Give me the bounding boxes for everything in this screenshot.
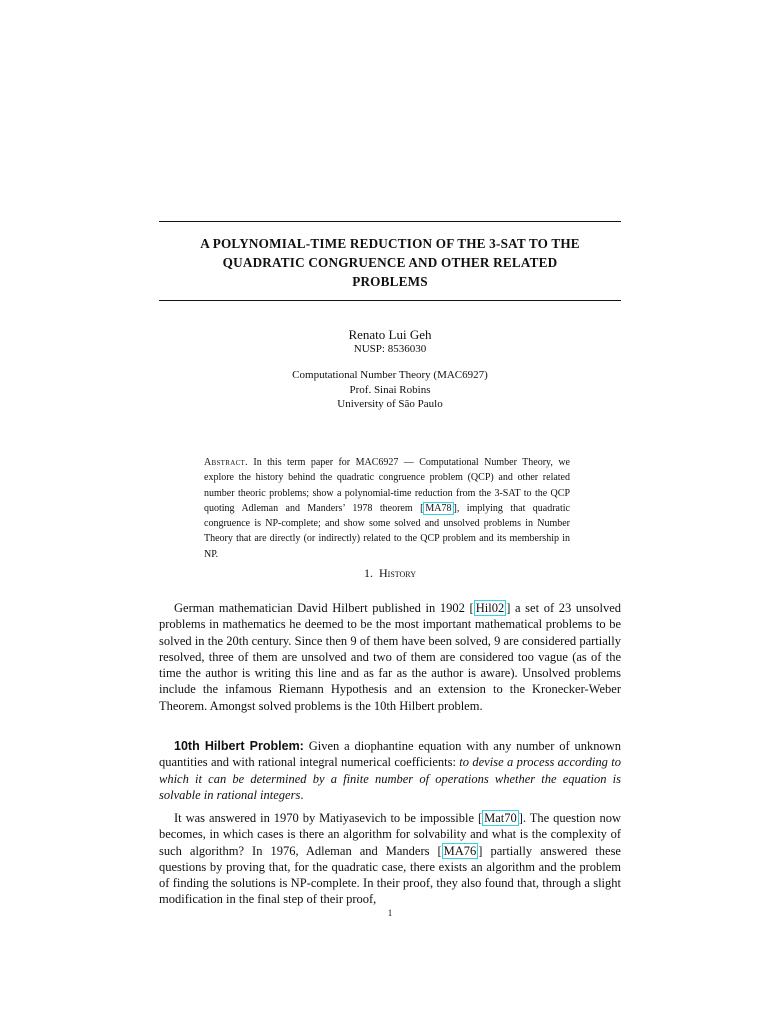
citation-link[interactable]: Mat70: [484, 811, 517, 825]
course: Computational Number Theory (MAC6927): [292, 369, 488, 381]
problem-statement: [159, 738, 621, 803]
bottom-rule: [159, 300, 621, 301]
university: University of São Paulo: [337, 398, 443, 410]
paragraph: It was answered in 1970 by Matiyasevich to be impossible [ Mat70 ]. The question now becomes, in which cases is there an algorithm for solvability and what is the complexity of such algorithm? In 1976, Adleman and Manders [ MA76 ] partially answered these questions by proving that, for the quadratic case, there exists an algorithm and the problem of finding the solutions is NP-complete. In their proof, they also found that, through a slight modification in the final step of their proof,: [159, 811, 622, 907]
abstract-text: In this term paper for MAC6927 — Computational Number Theory, we explore the history behind the quadratic congruence problem (QCP) and other related number theoric problems; show a polynomial-time reduction from the 3-SAT to the QCP quoting Adleman and Manders’ 1978 theorem: [204, 457, 570, 514]
paragraph-text: German mathematician David Hilbert published in 1902: [174, 601, 470, 615]
abstract-text: , implying that quadratic congruence is NP-complete; and show some solved and unsolved problems in Number Theory that are directly (or indirectly) related to the QCP problem and its membership in NP.: [204, 502, 570, 560]
problem-text: Given a diophantine equation with any number of unknown quantities and with rational integral numerical coefficients:: [159, 739, 621, 770]
professor: Prof. Sinai Robins: [349, 383, 431, 396]
affiliation: [159, 368, 621, 412]
paragraph-text: It was answered in 1970 by Matiyasevich to be impossible: [174, 811, 478, 825]
title-line: A POLYNOMIAL-TIME REDUCTION OF THE 3-SAT TO THE: [200, 236, 580, 251]
citation-link[interactable]: MA78: [425, 502, 452, 514]
abstract: Abstract. In this term paper for MAC6927 — Computational Number Theory, we explore the history behind the quadratic congruence problem (QCP) and other related number theoric problems; show a polynomial-time reduction from the 3-SAT to the QCP quoting Adleman and Manders’ 1978 theorem [ MA78 ], implying that quadratic congruence is NP-complete; and show some solved and unsolved problems in Number Theory that are directly (or indirectly) related to the QCP problem and its membership in NP.: [204, 457, 570, 560]
problem-label: 10th Hilbert Problem:: [174, 739, 304, 753]
problem-italic: to devise a process according to which it can be determined by a finite number of operations whether the equation is solvable in rational integers: [159, 755, 621, 802]
student-id: NUSP: 8536030: [353, 343, 427, 355]
paragraph-text: . The question now becomes, in which cases is there an algorithm for solvability and what is the complexity of such algorithm? In 1976, Adleman and Manders: [159, 811, 622, 858]
paragraph-text: a set of 23 unsolved problems in mathematics he deemed to be the most important mathematical problems to be solved in the 20th century. Since then 9 of them have been solved, 9 are considered partially resolved, three of them are unsolved and two of them are considered too vague (as of the time the author is writing this line and as far as the author is aware). Unsolved problems include the infamous Riemann Hypothesis and an extension to the Kronecker-Weber Theorem. Amongst solved problems is the 10th Hilbert problem.: [159, 601, 622, 713]
top-rule: [159, 221, 621, 222]
title-line: PROBLEMS: [352, 274, 428, 289]
page-number: 1: [387, 908, 393, 918]
paper-title: [159, 234, 621, 291]
paragraph-text: partially answered these questions by proving that, for the quadratic case, there exists an algorithm and the problem of finding the solutions is NP-complete. In their proof, they also found that, through a slight modification in the final step of their proof,: [159, 843, 621, 907]
citation-link[interactable]: MA76: [443, 843, 477, 858]
section-number: 1.: [364, 566, 373, 580]
section-heading: [159, 565, 621, 581]
section-title: History: [379, 566, 416, 580]
citation-link[interactable]: Hil02: [475, 601, 505, 615]
problem-text: .: [300, 787, 304, 802]
abstract-label: Abstract.: [204, 457, 248, 468]
title-line: QUADRATIC CONGRUENCE AND OTHER RELATED: [222, 255, 558, 270]
paragraph: German mathematician David Hilbert published in 1902 [ Hil02 ] a set of 23 unsolved problems in mathematics he deemed to be the most important mathematical problems to be solved in the 20th century. Since then 9 of them have been solved, 9 are considered partially resolved, three of them are unsolved and two of them are considered too vague (as of the time the author is writing this line and as far as the author is aware). Unsolved problems include the infamous Riemann Hypothesis and an extension to the Kronecker-Weber Theorem. Amongst solved problems is the 10th Hilbert problem.: [159, 601, 622, 713]
author-name: Renato Lui Geh: [348, 327, 432, 342]
